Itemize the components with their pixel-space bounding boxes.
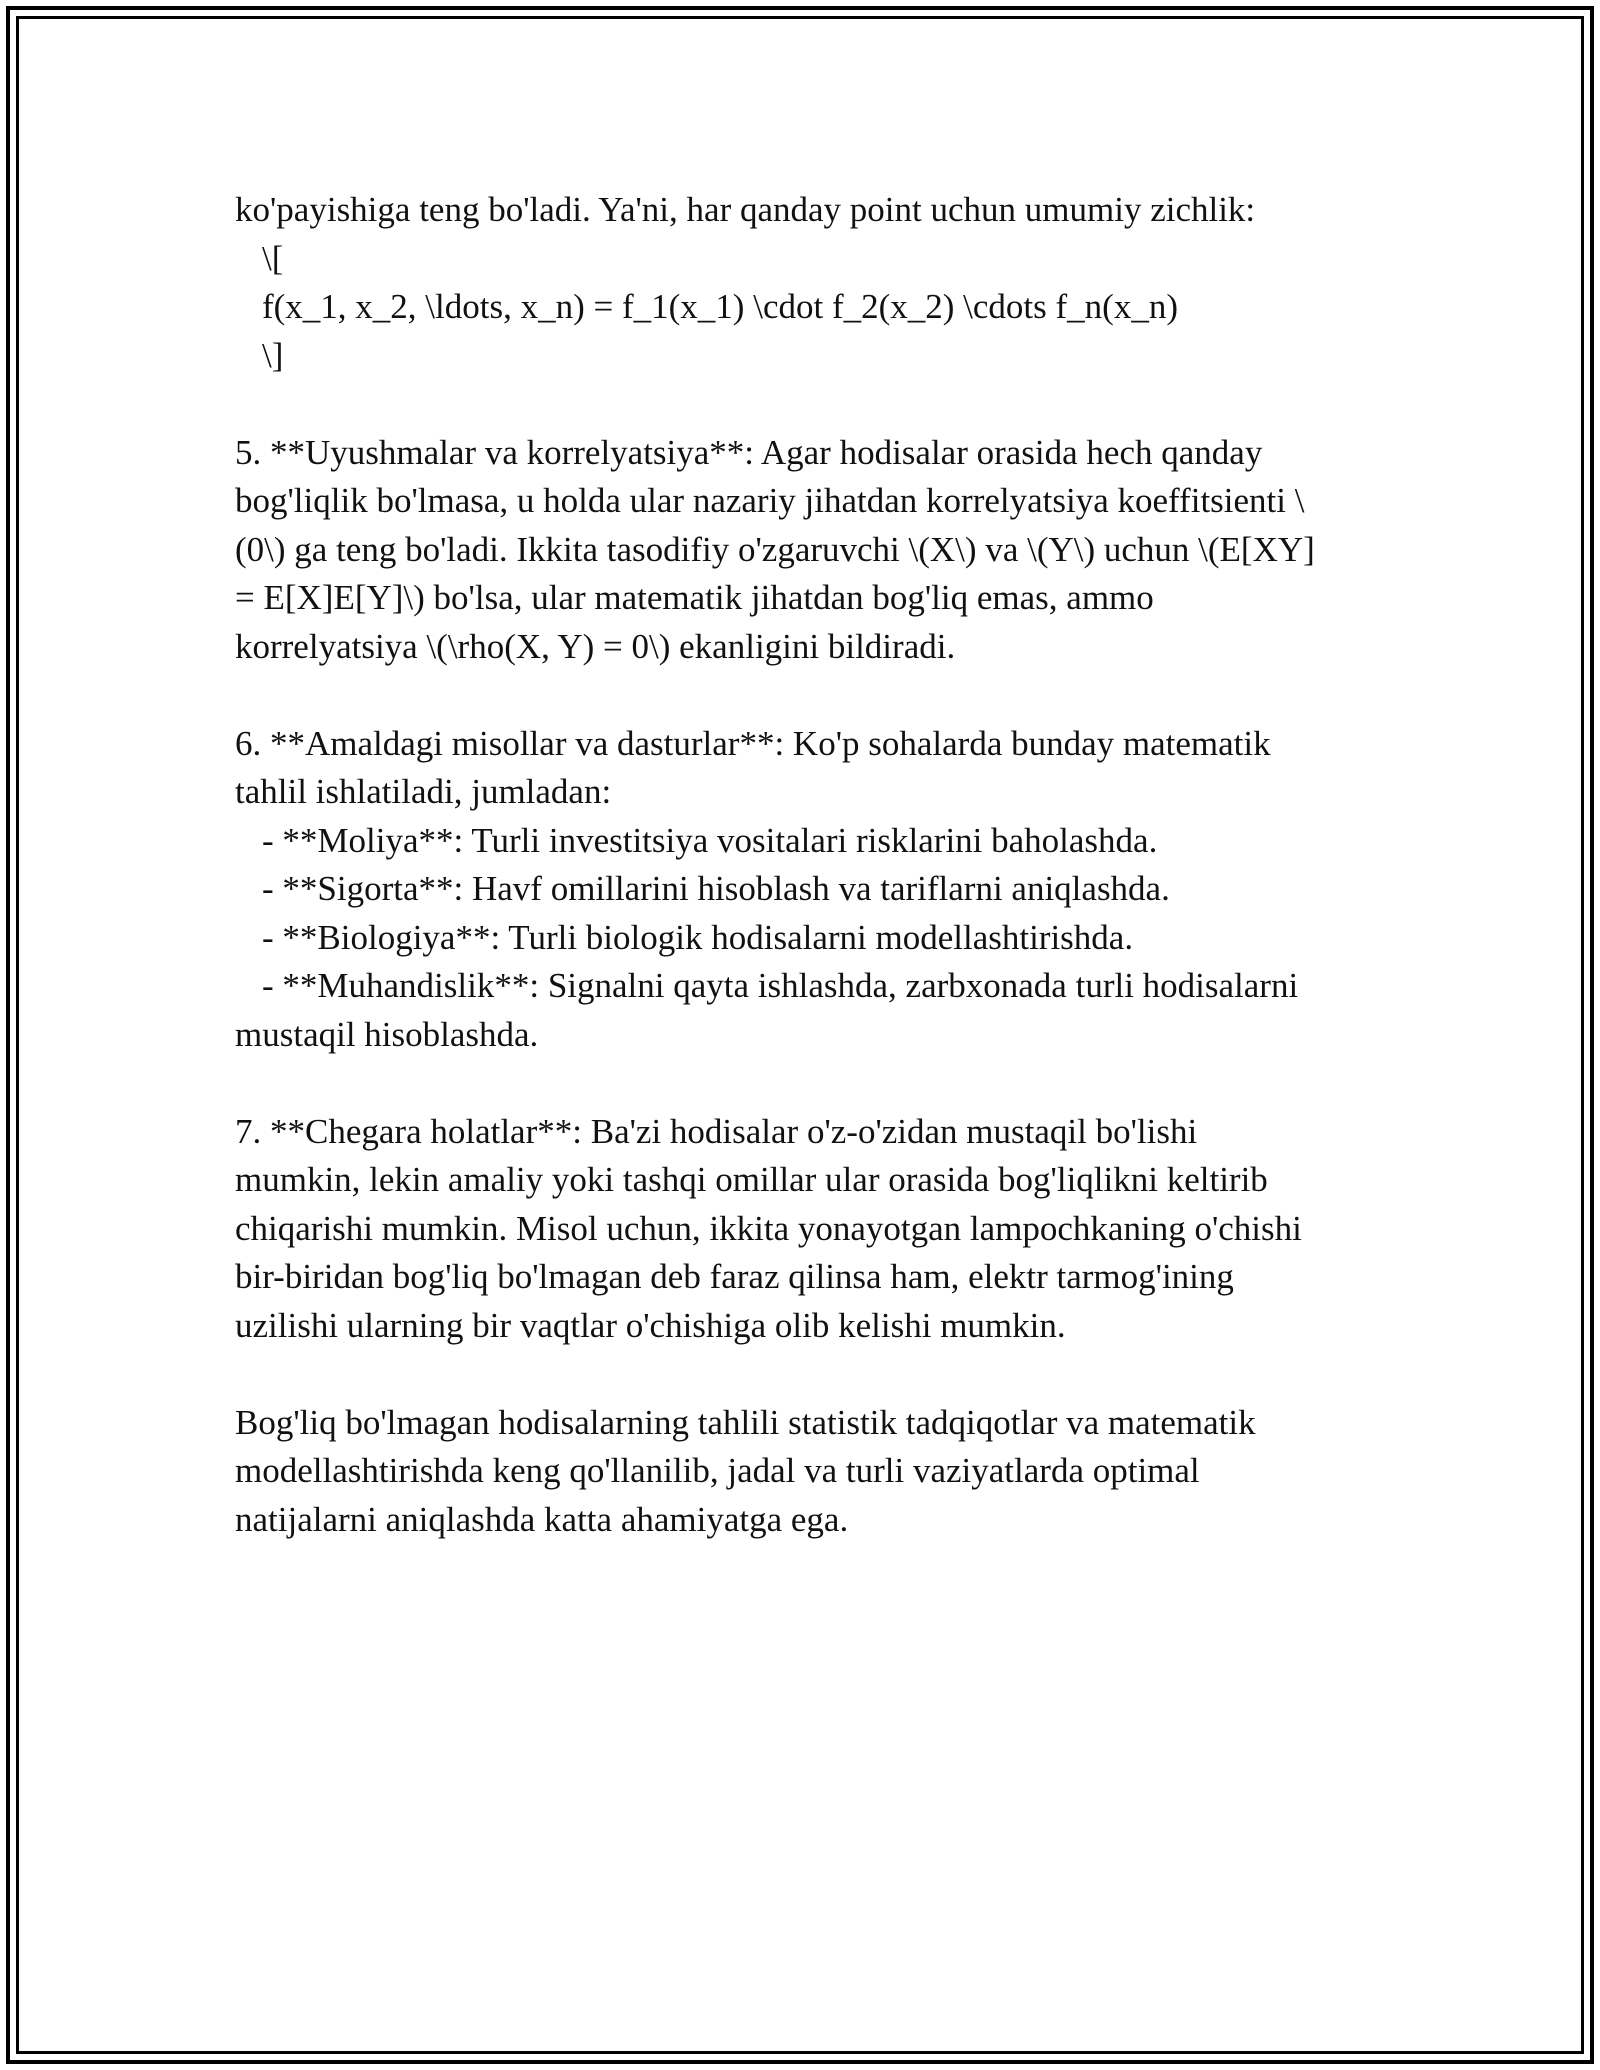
text-line: Bog'liq bo'lmagan hodisalarning tahlili statistik tadqiqotlar va matematik: [235, 1402, 1256, 1442]
text-line: \]: [262, 335, 284, 375]
text-line: - **Sigorta**: Havf omillarini hisoblash va tariflarni aniqlashda.: [262, 869, 1170, 908]
text-line: bog'liqlik bo'lmasa, u holda ular nazariy jihatdan korrelyatsiya koeffitsienti \: [235, 481, 1305, 520]
text-line: - **Muhandislik**: Signalni qayta ishlashda, zarbxonada turli hodisalarni: [262, 966, 1299, 1005]
text-line: mumkin, lekin amaliy yoki tashqi omillar ular orasida bog'liqlikni keltirib: [235, 1160, 1268, 1199]
text-line: = E[X]E[Y]\) bo'lsa, ular matematik jihatdan bog'liq emas, ammo: [235, 578, 1154, 617]
blank-line: [235, 671, 1385, 720]
text-line: mustaqil hisoblashda.: [235, 1014, 539, 1054]
text-line: bir-biridan bog'liq bo'lmagan deb faraz qilinsa ham, elektr tarmog'ining: [235, 1257, 1234, 1296]
text-line: uzilishi ularning bir vaqtlar o'chishiga olib kelishi mumkin.: [235, 1305, 1066, 1345]
text-line: chiqarishi mumkin. Misol uchun, ikkita yonayotgan lampochkaning o'chishi: [235, 1208, 1302, 1248]
text-line: (0\) ga teng bo'ladi. Ikkita tasodifiy o'zgaruvchi \(X\) va \(Y\) uchun \(E[XY]: [235, 529, 1315, 569]
text-line: natijalarni aniqlashda katta ahamiyatga ega.: [235, 1499, 849, 1539]
text-line: ko'payishiga teng bo'ladi. Ya'ni, har qanday point uchun umumiy zichlik:: [235, 190, 1256, 229]
text-line: - **Biologiya**: Turli biologik hodisalarni modellashtirishda.: [262, 917, 1134, 957]
text-line: korrelyatsiya \(\rho(X, Y) = 0\) ekanligini bildiradi.: [235, 626, 956, 666]
blank-line: [235, 380, 1385, 429]
text-line: - **Moliya**: Turli investitsiya vositalari risklarini baholashda.: [262, 820, 1158, 860]
text-line: 5. **Uyushmalar va korrelyatsiya**: Agar hodisalar orasida hech qanday: [235, 432, 1263, 472]
text-line: f(x_1, x_2, \ldots, x_n) = f_1(x_1) \cdot f_2(x_2) \cdots f_n(x_n): [262, 287, 1178, 326]
document-body: [235, 186, 1385, 1544]
text-line: tahlil ishlatiladi, jumladan:: [235, 772, 612, 811]
text-line: 6. **Amaldagi misollar va dasturlar**: Ko'p sohalarda bunday matematik: [235, 723, 1271, 763]
text-line: \[: [262, 238, 284, 278]
text-line: modellashtirishda keng qo'llanilib, jadal va turli vaziyatlarda optimal: [235, 1451, 1200, 1490]
text-line: 7. **Chegara holatlar**: Ba'zi hodisalar o'z-o'zidan mustaqil bo'lishi: [235, 1111, 1198, 1151]
blank-line: [235, 1059, 1385, 1108]
blank-line: [235, 1350, 1385, 1399]
